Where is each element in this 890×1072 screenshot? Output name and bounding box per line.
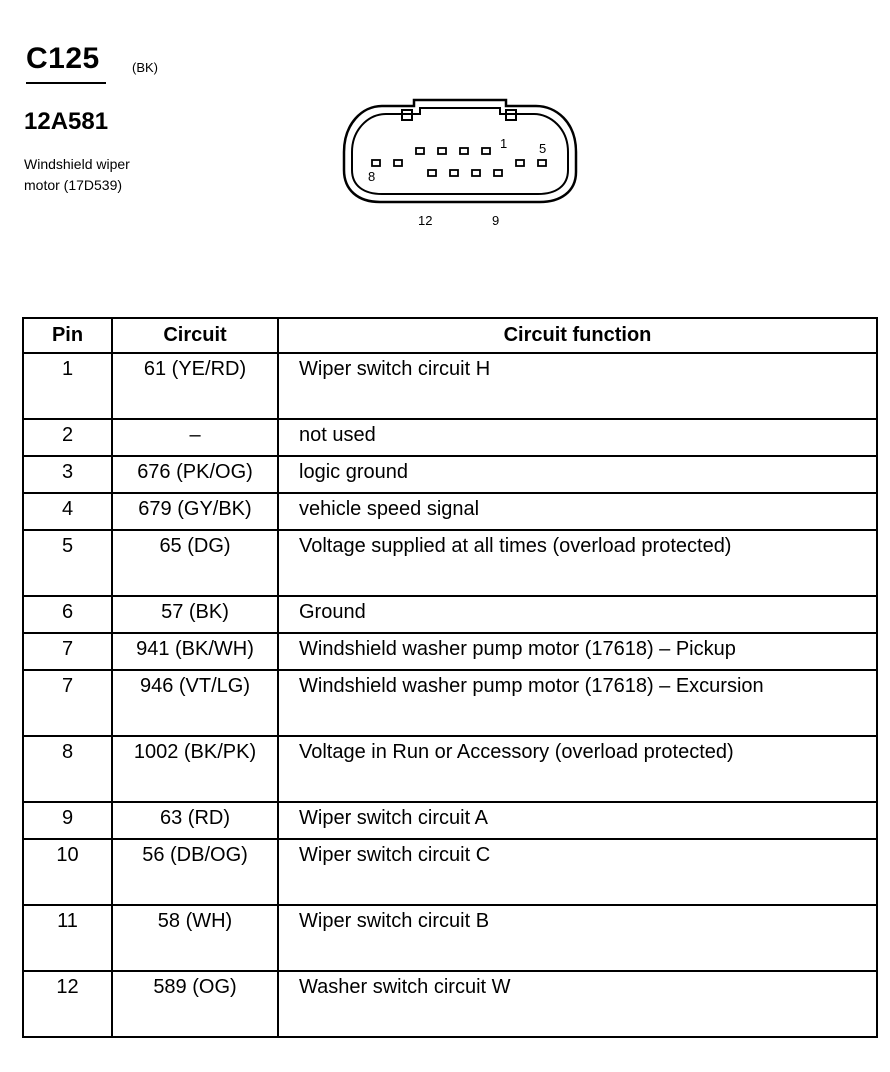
pin-label-5: 5	[539, 141, 547, 156]
part-number: 12A581	[24, 108, 109, 135]
table-row	[23, 971, 877, 1037]
cell-circuit-function: Voltage supplied at all times (overload protected)	[278, 530, 877, 596]
header-circuit: Circuit	[112, 318, 278, 353]
cell-circuit-function: not used	[278, 419, 877, 456]
table-row	[23, 633, 877, 670]
cell-circuit: –	[112, 419, 278, 456]
pin-cavity	[494, 170, 502, 176]
cell-circuit: 946 (VT/LG)	[112, 670, 278, 736]
header-circuit-function: Circuit function	[278, 318, 877, 353]
cell-pin: 1	[23, 353, 112, 419]
table-row	[23, 802, 877, 839]
table-row	[23, 353, 877, 419]
cell-circuit-function: Windshield washer pump motor (17618) – Excursion	[278, 670, 877, 736]
table-row	[23, 456, 877, 493]
cell-pin: 8	[23, 736, 112, 802]
cell-circuit-function: Wiper switch circuit C	[278, 839, 877, 905]
cell-circuit-function: Wiper switch circuit B	[278, 905, 877, 971]
cell-circuit: 679 (GY/BK)	[112, 493, 278, 530]
table-row	[23, 493, 877, 530]
connector-color: (BK)	[132, 60, 158, 75]
cell-pin: 11	[23, 905, 112, 971]
pin-cavity	[472, 170, 480, 176]
pin-cavity	[428, 170, 436, 176]
cell-circuit: 61 (YE/RD)	[112, 353, 278, 419]
description-line-2: motor (17D539)	[24, 177, 123, 193]
cell-circuit-function: Windshield washer pump motor (17618) – Pickup	[278, 633, 877, 670]
pin-label-1: 1	[500, 136, 508, 151]
connector-face-diagram	[330, 96, 590, 236]
pin-cavity	[482, 148, 490, 154]
cell-circuit: 57 (BK)	[112, 596, 278, 633]
cell-circuit: 65 (DG)	[112, 530, 278, 596]
pin-cavity	[394, 160, 402, 166]
cell-pin: 10	[23, 839, 112, 905]
pin-label-8: 8	[368, 169, 376, 184]
table-body	[23, 353, 877, 1037]
table-header-row	[23, 318, 877, 353]
cell-pin: 6	[23, 596, 112, 633]
table-row	[23, 419, 877, 456]
table-row	[23, 736, 877, 802]
pin-cavity	[416, 148, 424, 154]
pin-cavity	[460, 148, 468, 154]
header-pin: Pin	[23, 318, 112, 353]
cell-pin: 9	[23, 802, 112, 839]
cell-circuit-function: Ground	[278, 596, 877, 633]
connector-id: C125	[26, 42, 100, 75]
cell-circuit: 1002 (BK/PK)	[112, 736, 278, 802]
table-row	[23, 596, 877, 633]
pin-label-9: 9	[492, 213, 500, 228]
cell-circuit: 58 (WH)	[112, 905, 278, 971]
cell-circuit-function: Wiper switch circuit H	[278, 353, 877, 419]
pinout-table	[22, 317, 878, 1038]
cell-pin: 3	[23, 456, 112, 493]
cell-pin: 2	[23, 419, 112, 456]
description-line-1: Windshield wiper	[24, 156, 130, 172]
cell-circuit-function: vehicle speed signal	[278, 493, 877, 530]
cell-pin: 4	[23, 493, 112, 530]
cell-circuit: 56 (DB/OG)	[112, 839, 278, 905]
pin-label-12: 12	[418, 213, 433, 228]
table-row	[23, 839, 877, 905]
cell-pin: 5	[23, 530, 112, 596]
table-row	[23, 905, 877, 971]
connector-id-underline	[26, 82, 106, 84]
pin-cavity	[438, 148, 446, 154]
pin-cavity	[538, 160, 546, 166]
cell-circuit: 676 (PK/OG)	[112, 456, 278, 493]
table-row	[23, 670, 877, 736]
cell-circuit-function: Washer switch circuit W	[278, 971, 877, 1037]
cell-circuit-function: Voltage in Run or Accessory (overload protected)	[278, 736, 877, 802]
cell-circuit-function: logic ground	[278, 456, 877, 493]
cell-circuit: 941 (BK/WH)	[112, 633, 278, 670]
component-description	[24, 154, 130, 196]
cell-pin: 7	[23, 633, 112, 670]
pin-cavity	[372, 160, 380, 166]
pin-cavity	[450, 170, 458, 176]
cell-pin: 7	[23, 670, 112, 736]
pin-cavity	[516, 160, 524, 166]
table-row	[23, 530, 877, 596]
cell-pin: 12	[23, 971, 112, 1037]
cell-circuit: 589 (OG)	[112, 971, 278, 1037]
cell-circuit-function: Wiper switch circuit A	[278, 802, 877, 839]
cell-circuit: 63 (RD)	[112, 802, 278, 839]
